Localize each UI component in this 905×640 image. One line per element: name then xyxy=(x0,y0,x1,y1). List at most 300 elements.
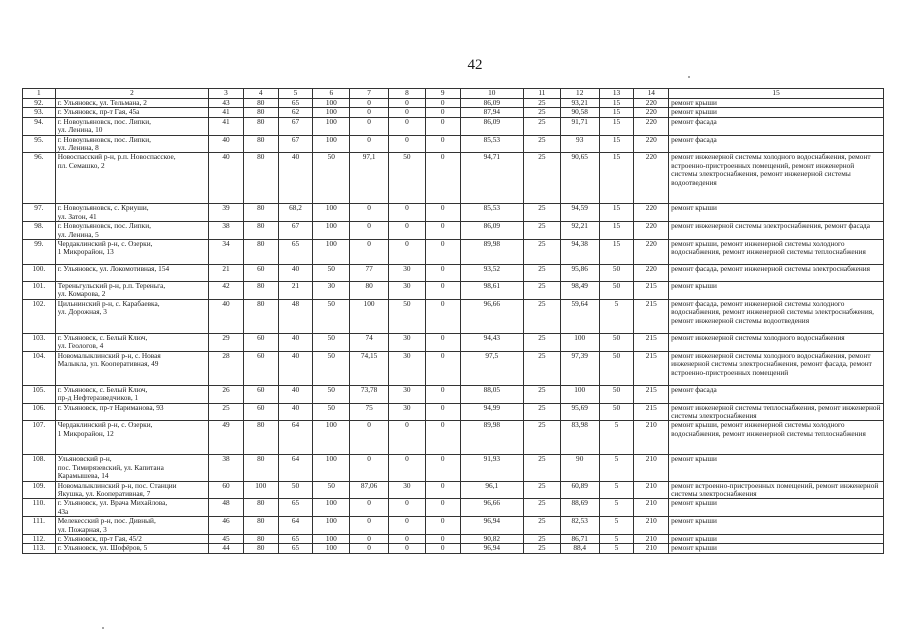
table-cell: 25 xyxy=(523,421,560,455)
table-cell: 40 xyxy=(278,403,313,421)
table-cell: Чердаклинский р-н, с. Озерки, 1 Микрорайон, 12 xyxy=(55,421,208,455)
table-cell: 50 xyxy=(313,385,350,403)
column-header: 6 xyxy=(313,89,350,99)
table-cell: 104. xyxy=(23,351,56,385)
table-cell: 50 xyxy=(313,333,350,351)
table-cell: 93,21 xyxy=(560,99,599,108)
table-cell: 80 xyxy=(243,534,278,543)
table-cell: 100 xyxy=(313,117,350,135)
table-cell: 25 xyxy=(209,403,244,421)
table-cell: 0 xyxy=(389,534,426,543)
table-cell: 0 xyxy=(389,117,426,135)
table-cell: 50 xyxy=(389,153,426,204)
table-cell: 75 xyxy=(350,403,389,421)
table-cell: 108. xyxy=(23,455,56,481)
table-cell: 102. xyxy=(23,299,56,333)
table-cell: 100 xyxy=(560,385,599,403)
table-cell: 87,06 xyxy=(350,481,389,499)
table-cell: ремонт крыши xyxy=(669,534,884,543)
table-row xyxy=(23,282,884,300)
table-cell: 98,61 xyxy=(460,282,523,300)
table-cell: 80 xyxy=(243,282,278,300)
table-cell: ремонт фасада, ремонт инженерной системы холодного водоснабжения, ремонт инженерной системы электроснабжения, ремонт инженерной системы водоотведения xyxy=(669,299,884,333)
table-cell: Тереньгульский р-н, р.п. Тереньга, ул. Комарова, 2 xyxy=(55,282,208,300)
table-cell: г. Новоульяновск, пос. Липки, ул. Ленина, 5 xyxy=(55,222,208,240)
table-cell: 25 xyxy=(523,135,560,153)
table-cell: 0 xyxy=(389,135,426,153)
table-cell: 25 xyxy=(523,517,560,535)
table-cell: 83,98 xyxy=(560,421,599,455)
table-cell: ремонт крыши, ремонт инженерной системы холодного водоснабжения, ремонт инженерной системы теплоснабжения xyxy=(669,240,884,265)
table-cell: г. Новоульяновск, пос. Липки, ул. Ленина, 8 xyxy=(55,135,208,153)
table-cell: ремонт крыши xyxy=(669,204,884,222)
table-cell: 34 xyxy=(209,240,244,265)
table-cell: 50 xyxy=(389,299,426,333)
table-cell: 38 xyxy=(209,222,244,240)
table-cell: 0 xyxy=(425,153,460,204)
table-row xyxy=(23,544,884,553)
table-cell: 0 xyxy=(425,222,460,240)
table-cell: 28 xyxy=(209,351,244,385)
table-cell: 60 xyxy=(243,265,278,282)
table-row xyxy=(23,265,884,282)
table-cell: 15 xyxy=(599,135,634,153)
table-cell: 30 xyxy=(389,333,426,351)
table-cell: 30 xyxy=(389,403,426,421)
table-cell: 215 xyxy=(634,351,669,385)
table-cell: 25 xyxy=(523,282,560,300)
table-cell: 0 xyxy=(389,108,426,117)
table-cell: 0 xyxy=(350,534,389,543)
table-cell: 100 xyxy=(350,299,389,333)
table-cell: 5 xyxy=(599,517,634,535)
table-cell: 30 xyxy=(389,282,426,300)
table-row xyxy=(23,153,884,204)
table-cell: 40 xyxy=(209,135,244,153)
table-cell: 25 xyxy=(523,240,560,265)
register-table xyxy=(22,88,884,554)
table-cell: 210 xyxy=(634,517,669,535)
table-cell: 50 xyxy=(599,403,634,421)
table-cell: 38 xyxy=(209,455,244,481)
table-cell: 220 xyxy=(634,265,669,282)
table-cell: 40 xyxy=(278,351,313,385)
table-cell: г. Ульяновск, с. Белый Ключ, ул. Геологов, 4 xyxy=(55,333,208,351)
table-cell: 80 xyxy=(243,455,278,481)
table-cell: 100 xyxy=(313,544,350,553)
table-cell: 100 xyxy=(313,499,350,517)
table-cell: ремонт крыши xyxy=(669,108,884,117)
table-cell: 0 xyxy=(425,481,460,499)
table-cell: 0 xyxy=(389,204,426,222)
table-cell: 5 xyxy=(599,455,634,481)
table-cell: 77 xyxy=(350,265,389,282)
table-cell: 42 xyxy=(209,282,244,300)
table-cell: 15 xyxy=(599,153,634,204)
table-cell: 64 xyxy=(278,517,313,535)
table-cell: 89,98 xyxy=(460,240,523,265)
table-cell: 44 xyxy=(209,544,244,553)
table-cell: 30 xyxy=(389,351,426,385)
table-cell: 0 xyxy=(425,421,460,455)
table-cell: 50 xyxy=(313,153,350,204)
table-row xyxy=(23,351,884,385)
column-header: 1 xyxy=(23,89,56,99)
table-cell: г. Новоульяновск, с. Криуши, ул. Затон, 41 xyxy=(55,204,208,222)
column-header: 9 xyxy=(425,89,460,99)
table-cell: 30 xyxy=(389,265,426,282)
table-cell: 99. xyxy=(23,240,56,265)
table-cell: 50 xyxy=(599,333,634,351)
table-cell: 15 xyxy=(599,117,634,135)
table-cell: 100 xyxy=(313,204,350,222)
table-row xyxy=(23,385,884,403)
table-cell: 25 xyxy=(523,108,560,117)
table-cell: 25 xyxy=(523,455,560,481)
table-cell: 15 xyxy=(599,204,634,222)
table-cell: 100 xyxy=(313,455,350,481)
table-cell: 210 xyxy=(634,499,669,517)
table-row xyxy=(23,403,884,421)
table-cell: 80 xyxy=(350,282,389,300)
table-cell: 97,5 xyxy=(460,351,523,385)
table-cell: 0 xyxy=(389,544,426,553)
table-cell: 95,86 xyxy=(560,265,599,282)
column-header: 15 xyxy=(669,89,884,99)
table-cell: Цильнинский р-н, с. Карабаевка, ул. Дорожная, 3 xyxy=(55,299,208,333)
table-cell: 107. xyxy=(23,421,56,455)
table-cell: 0 xyxy=(389,421,426,455)
table-cell: 210 xyxy=(634,481,669,499)
table-cell: 0 xyxy=(389,499,426,517)
table-cell: 50 xyxy=(599,385,634,403)
table-cell: 110. xyxy=(23,499,56,517)
table-cell: 111. xyxy=(23,517,56,535)
table-cell: 0 xyxy=(350,421,389,455)
table-cell: 80 xyxy=(243,204,278,222)
table-row xyxy=(23,222,884,240)
table-row xyxy=(23,108,884,117)
table-cell: 0 xyxy=(425,517,460,535)
table-cell: Мелекесский р-н, пос. Дивный, ул. Пожарная, 3 xyxy=(55,517,208,535)
table-cell: 50 xyxy=(313,403,350,421)
table-cell: 5 xyxy=(599,544,634,553)
table-cell: 0 xyxy=(389,99,426,108)
table-cell: 40 xyxy=(209,299,244,333)
table-cell: 25 xyxy=(523,204,560,222)
table-cell: 82,53 xyxy=(560,517,599,535)
table-cell: Новомалыклинский р-н, пос. Станции Якушка, ул. Кооперативная, 7 xyxy=(55,481,208,499)
table-cell: ремонт фасада xyxy=(669,385,884,403)
table-cell: 80 xyxy=(243,108,278,117)
table-cell: 0 xyxy=(425,299,460,333)
table-cell: 40 xyxy=(209,153,244,204)
column-header: 7 xyxy=(350,89,389,99)
table-cell: ремонт фасада xyxy=(669,117,884,135)
table-cell: 100 xyxy=(313,240,350,265)
table-cell: 113. xyxy=(23,544,56,553)
table-row xyxy=(23,117,884,135)
table-cell: ремонт крыши xyxy=(669,282,884,300)
table-row xyxy=(23,333,884,351)
table-cell: ремонт инженерной системы холодного водоснабжения, ремонт инженерной системы электроснабжения, ремонт фасада, ремонт встроенно-пристроенных помещений xyxy=(669,351,884,385)
table-cell: 91,93 xyxy=(460,455,523,481)
table-cell: г. Ульяновск, ул. Шофёров, 5 xyxy=(55,544,208,553)
table-cell: 0 xyxy=(350,240,389,265)
table-cell: 50 xyxy=(599,351,634,385)
table-cell: 100 xyxy=(313,108,350,117)
table-cell: 97,39 xyxy=(560,351,599,385)
table-cell: 60 xyxy=(209,481,244,499)
table-cell: 25 xyxy=(523,299,560,333)
table-cell: ремонт инженерной системы холодного водоснабжения, ремонт встроенно-пристроенных помещений, ремонт инженерной системы электроснабжения, ремонт инженерной системы водоотведения xyxy=(669,153,884,204)
table-cell: 80 xyxy=(243,117,278,135)
table-cell: ремонт фасада xyxy=(669,135,884,153)
table-cell: 74,15 xyxy=(350,351,389,385)
table-cell: 95,69 xyxy=(560,403,599,421)
table-cell: 98,49 xyxy=(560,282,599,300)
table-cell: 91,71 xyxy=(560,117,599,135)
table-cell: 50 xyxy=(599,265,634,282)
table-cell: ремонт крыши xyxy=(669,517,884,535)
table-cell: 0 xyxy=(350,204,389,222)
table-row xyxy=(23,299,884,333)
table-cell: 40 xyxy=(278,385,313,403)
table-cell: 100 xyxy=(313,222,350,240)
table-cell: 15 xyxy=(599,99,634,108)
column-header: 14 xyxy=(634,89,669,99)
table-cell: 100 xyxy=(313,517,350,535)
table-cell: 112. xyxy=(23,534,56,543)
table-cell: 50 xyxy=(313,351,350,385)
table-cell: ремонт фасада, ремонт инженерной системы электроснабжения xyxy=(669,265,884,282)
table-cell: ремонт крыши xyxy=(669,455,884,481)
table-cell: 100 xyxy=(560,333,599,351)
table-cell: 96,94 xyxy=(460,517,523,535)
table-cell: 46 xyxy=(209,517,244,535)
table-row xyxy=(23,517,884,535)
table-cell: 93 xyxy=(560,135,599,153)
table-cell: 29 xyxy=(209,333,244,351)
table-cell: ремонт инженерной системы электроснабжения, ремонт фасада xyxy=(669,222,884,240)
table-cell: 68,2 xyxy=(278,204,313,222)
table-cell: 40 xyxy=(278,333,313,351)
table-cell: 0 xyxy=(425,544,460,553)
table-row xyxy=(23,99,884,108)
table-cell: 109. xyxy=(23,481,56,499)
table-cell: 94,71 xyxy=(460,153,523,204)
column-header: 10 xyxy=(460,89,523,99)
table-cell: 59,64 xyxy=(560,299,599,333)
table-cell: 40 xyxy=(278,153,313,204)
table-cell: 100 xyxy=(243,481,278,499)
table-cell: 50 xyxy=(313,299,350,333)
table-cell: 92,21 xyxy=(560,222,599,240)
table-cell: 25 xyxy=(523,544,560,553)
table-cell: 86,09 xyxy=(460,117,523,135)
table-cell: 106. xyxy=(23,403,56,421)
table-cell: 90,82 xyxy=(460,534,523,543)
column-header: 12 xyxy=(560,89,599,99)
table-cell: 25 xyxy=(523,333,560,351)
page-number: 42 xyxy=(467,57,483,73)
table-cell: 90,65 xyxy=(560,153,599,204)
table-cell: 15 xyxy=(599,222,634,240)
table-cell: 73,78 xyxy=(350,385,389,403)
table-cell: 94,59 xyxy=(560,204,599,222)
table-row xyxy=(23,135,884,153)
column-header: 4 xyxy=(243,89,278,99)
table-cell: 93,52 xyxy=(460,265,523,282)
table-cell: 0 xyxy=(425,351,460,385)
table-cell: 40 xyxy=(278,265,313,282)
table-cell: 94. xyxy=(23,117,56,135)
table-cell: 25 xyxy=(523,99,560,108)
table-cell: 0 xyxy=(425,117,460,135)
table-cell: 50 xyxy=(599,282,634,300)
table-cell: 30 xyxy=(389,481,426,499)
table-cell: 67 xyxy=(278,117,313,135)
table-cell: 5 xyxy=(599,499,634,517)
table-cell: г. Ульяновск, ул. Тельмана, 2 xyxy=(55,99,208,108)
table-cell: г. Ульяновск, пр-т Гая, 45а xyxy=(55,108,208,117)
table-cell: 100. xyxy=(23,265,56,282)
table-cell: 100 xyxy=(313,135,350,153)
table-cell: 0 xyxy=(425,385,460,403)
table-cell: ремонт встроенно-пристроенных помещений, ремонт инженерной системы электроснабжения xyxy=(669,481,884,499)
table-row xyxy=(23,240,884,265)
table-cell: 105. xyxy=(23,385,56,403)
table-cell: 86,09 xyxy=(460,222,523,240)
table-cell: 5 xyxy=(599,481,634,499)
table-cell: 89,98 xyxy=(460,421,523,455)
table-cell: 96,66 xyxy=(460,299,523,333)
table-cell: 0 xyxy=(350,222,389,240)
table-cell: 5 xyxy=(599,299,634,333)
table-cell: 0 xyxy=(350,455,389,481)
table-cell: 0 xyxy=(425,99,460,108)
table-cell: 80 xyxy=(243,299,278,333)
table-cell: 80 xyxy=(243,240,278,265)
table-cell: 96. xyxy=(23,153,56,204)
table-cell: 0 xyxy=(389,455,426,481)
table-cell: ремонт крыши, ремонт инженерной системы холодного водоснабжения, ремонт инженерной системы теплоснабжения xyxy=(669,421,884,455)
table-cell: 93. xyxy=(23,108,56,117)
table-cell: 25 xyxy=(523,117,560,135)
table-cell: 30 xyxy=(389,385,426,403)
table-cell: ремонт крыши xyxy=(669,99,884,108)
table-cell: 0 xyxy=(425,333,460,351)
table-cell: 100 xyxy=(313,534,350,543)
table-cell: 0 xyxy=(350,108,389,117)
table-cell: 65 xyxy=(278,544,313,553)
table-cell: 45 xyxy=(209,534,244,543)
table-cell: 94,43 xyxy=(460,333,523,351)
table-cell: 87,94 xyxy=(460,108,523,117)
table-header-row xyxy=(23,89,884,99)
table-cell: 50 xyxy=(313,481,350,499)
table-cell: 220 xyxy=(634,108,669,117)
table-cell: 210 xyxy=(634,544,669,553)
table-cell: ремонт крыши xyxy=(669,499,884,517)
table-cell: 49 xyxy=(209,421,244,455)
table-cell: 220 xyxy=(634,117,669,135)
table-cell: 0 xyxy=(425,135,460,153)
table-cell: 0 xyxy=(425,108,460,117)
table-cell: 215 xyxy=(634,403,669,421)
table-cell: ремонт инженерной системы холодного водоснабжения xyxy=(669,333,884,351)
table-cell: 0 xyxy=(425,499,460,517)
table-cell: г. Ульяновск, ул. Врача Михайлова, 43а xyxy=(55,499,208,517)
table-cell: 74 xyxy=(350,333,389,351)
scan-speck xyxy=(102,627,104,629)
table-cell: 25 xyxy=(523,385,560,403)
table-row xyxy=(23,421,884,455)
table-cell: 220 xyxy=(634,240,669,265)
table-cell: 88,69 xyxy=(560,499,599,517)
table-cell: Ульяновский р-н, пос. Тимирязевский, ул. Капитана Карамышева, 14 xyxy=(55,455,208,481)
table-cell: г. Ульяновск, ул. Локомотивная, 154 xyxy=(55,265,208,282)
table-cell: 0 xyxy=(389,517,426,535)
table-cell: 64 xyxy=(278,421,313,455)
table-cell: 97. xyxy=(23,204,56,222)
column-header: 5 xyxy=(278,89,313,99)
table-cell: 41 xyxy=(209,108,244,117)
table-cell: 88,4 xyxy=(560,544,599,553)
table-cell: Новомалыклинский р-н, с. Новая Малыкла, ул. Кооперативная, 49 xyxy=(55,351,208,385)
table-cell: 50 xyxy=(313,265,350,282)
table-cell: 0 xyxy=(389,240,426,265)
table-cell: 21 xyxy=(278,282,313,300)
table-cell: 60,89 xyxy=(560,481,599,499)
table-cell: 30 xyxy=(313,282,350,300)
table-cell: 80 xyxy=(243,135,278,153)
table-cell: 15 xyxy=(599,240,634,265)
table-cell: 25 xyxy=(523,534,560,543)
table-cell: 0 xyxy=(350,135,389,153)
table-cell: 0 xyxy=(350,117,389,135)
table-cell: 48 xyxy=(209,499,244,517)
table-cell: 80 xyxy=(243,517,278,535)
table-cell: г. Новоульяновск, пос. Липки, ул. Ленина, 10 xyxy=(55,117,208,135)
table-cell: г. Ульяновск, пр-т Нариманова, 93 xyxy=(55,403,208,421)
table-cell: 25 xyxy=(523,351,560,385)
table-cell: 80 xyxy=(243,544,278,553)
table-cell: 50 xyxy=(278,481,313,499)
table-cell: 5 xyxy=(599,534,634,543)
table-row xyxy=(23,481,884,499)
table-cell: 92. xyxy=(23,99,56,108)
table-cell: 0 xyxy=(425,240,460,265)
table-cell: 5 xyxy=(599,421,634,455)
table-cell: 0 xyxy=(350,499,389,517)
table-cell: 15 xyxy=(599,108,634,117)
table-cell: 94,38 xyxy=(560,240,599,265)
table-cell: 94,99 xyxy=(460,403,523,421)
table-cell: г. Ульяновск, пр-т Гая, 45/2 xyxy=(55,534,208,543)
table-cell: 43 xyxy=(209,99,244,108)
table-cell: 103. xyxy=(23,333,56,351)
table-cell: 48 xyxy=(278,299,313,333)
table-cell: 88,05 xyxy=(460,385,523,403)
table-cell: 80 xyxy=(243,421,278,455)
table-cell: Чердаклинский р-н, с. Озерки, 1 Микрорайон, 13 xyxy=(55,240,208,265)
table-cell: 96,66 xyxy=(460,499,523,517)
table-cell: 220 xyxy=(634,99,669,108)
table-cell: 86,09 xyxy=(460,99,523,108)
table-cell: 80 xyxy=(243,222,278,240)
table-cell: 25 xyxy=(523,222,560,240)
